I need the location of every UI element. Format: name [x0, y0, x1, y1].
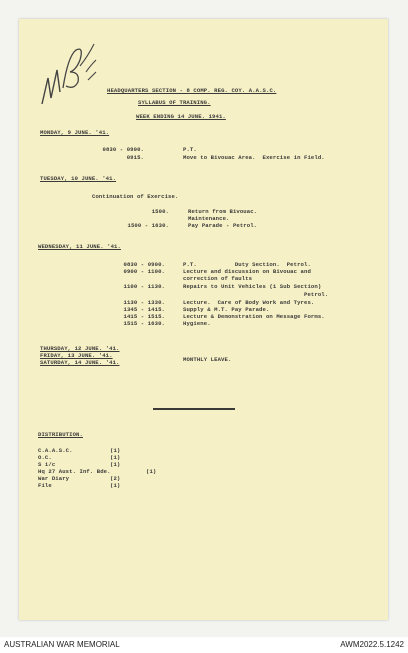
day-heading-friday: FRIDAY, 13 JUNE. '41.: [40, 352, 113, 359]
time-cell: 1500 - 1630.: [127, 222, 169, 229]
activity-cell: correction of faults: [183, 275, 253, 282]
time-cell: 1500.: [151, 208, 169, 215]
activity-cell: Lecture & Demonstration on Message Forms.: [183, 313, 325, 320]
time-cell: 1130 - 1330.: [123, 299, 165, 306]
day-heading-saturday: SATURDAY, 14 JUNE. '41.: [40, 359, 120, 366]
time-cell: 1415 - 1515.: [123, 313, 165, 320]
activity-cell: Return from Bivouac.: [188, 208, 258, 215]
header-unit: HEADQUARTERS SECTION - 8 COMP. REG. COY. A.A.S.C.: [107, 87, 277, 94]
activity-cell: Lecture. Care of Body Work and Tyres.: [183, 299, 315, 306]
time-cell: 1100 - 1130.: [123, 283, 165, 290]
archive-credit: AUSTRALIAN WAR MEMORIAL: [4, 640, 120, 649]
activity-cell: Lecture and discussion on Bivouac and: [183, 268, 311, 275]
time-cell: 0830 - 0900.: [102, 146, 144, 153]
distribution-copies: (1): [110, 447, 121, 454]
distribution-copies: (1): [110, 482, 121, 489]
time-cell: 0915.: [126, 154, 144, 161]
activity-cell: Pay Parade - Petrol.: [188, 222, 258, 229]
time-cell: 0830 - 0900.: [123, 261, 165, 268]
day-heading-monday: MONDAY, 9 JUNE. '41.: [40, 129, 110, 136]
activity-cell: Supply & M.T. Pay Parade.: [183, 306, 270, 313]
leave-note: MONTHLY LEAVE.: [183, 356, 232, 363]
distribution-recipient: C.A.A.S.C.: [38, 447, 73, 454]
handwritten-signature: [30, 26, 100, 116]
day-heading-thursday: THURSDAY, 12 JUNE. '41.: [40, 345, 120, 352]
header-week: WEEK ENDING 14 JUNE. 1941.: [136, 113, 226, 120]
distribution-recipient: Hq 27 Aust. Inf. Bde.: [38, 468, 111, 475]
exercise-note: Continuation of Exercise.: [92, 193, 179, 200]
distribution-recipient: S i/c: [38, 461, 56, 468]
header-title: SYLLABUS OF TRAINING.: [138, 99, 211, 106]
activity-cell: P.T. Duty Section. Petrol.: [183, 261, 311, 268]
distribution-recipient: War Diary: [38, 475, 70, 482]
activity-cell: P.T.: [183, 146, 197, 153]
distribution-copies: (1): [146, 468, 157, 475]
distribution-copies: (2): [110, 475, 121, 482]
distribution-copies: (1): [110, 454, 121, 461]
activity-cell: Hygiene.: [183, 320, 211, 327]
accession-number: AWM2022.5.1242: [340, 640, 404, 649]
time-cell: 0900 - 1100.: [123, 268, 165, 275]
activity-cell: Move to Bivouac Area. Exercise in Field.: [183, 154, 325, 161]
distribution-recipient: O.C.: [38, 454, 52, 461]
day-heading-tuesday: TUESDAY, 10 JUNE. '41.: [40, 175, 117, 182]
day-heading-wednesday: WEDNESDAY, 11 JUNE. '41.: [38, 243, 121, 250]
activity-cell: Repairs to Unit Vehicles (1 Sub Section): [183, 283, 322, 290]
activity-cell: Petrol.: [183, 291, 329, 298]
distribution-heading: DISTRIBUTION.: [38, 431, 83, 438]
time-cell: 1345 - 1415.: [123, 306, 165, 313]
time-cell: 1515 - 1630.: [123, 320, 165, 327]
divider-line: [153, 408, 235, 410]
activity-cell: Maintenance.: [188, 215, 230, 222]
distribution-recipient: File: [38, 482, 52, 489]
distribution-copies: (1): [110, 461, 121, 468]
